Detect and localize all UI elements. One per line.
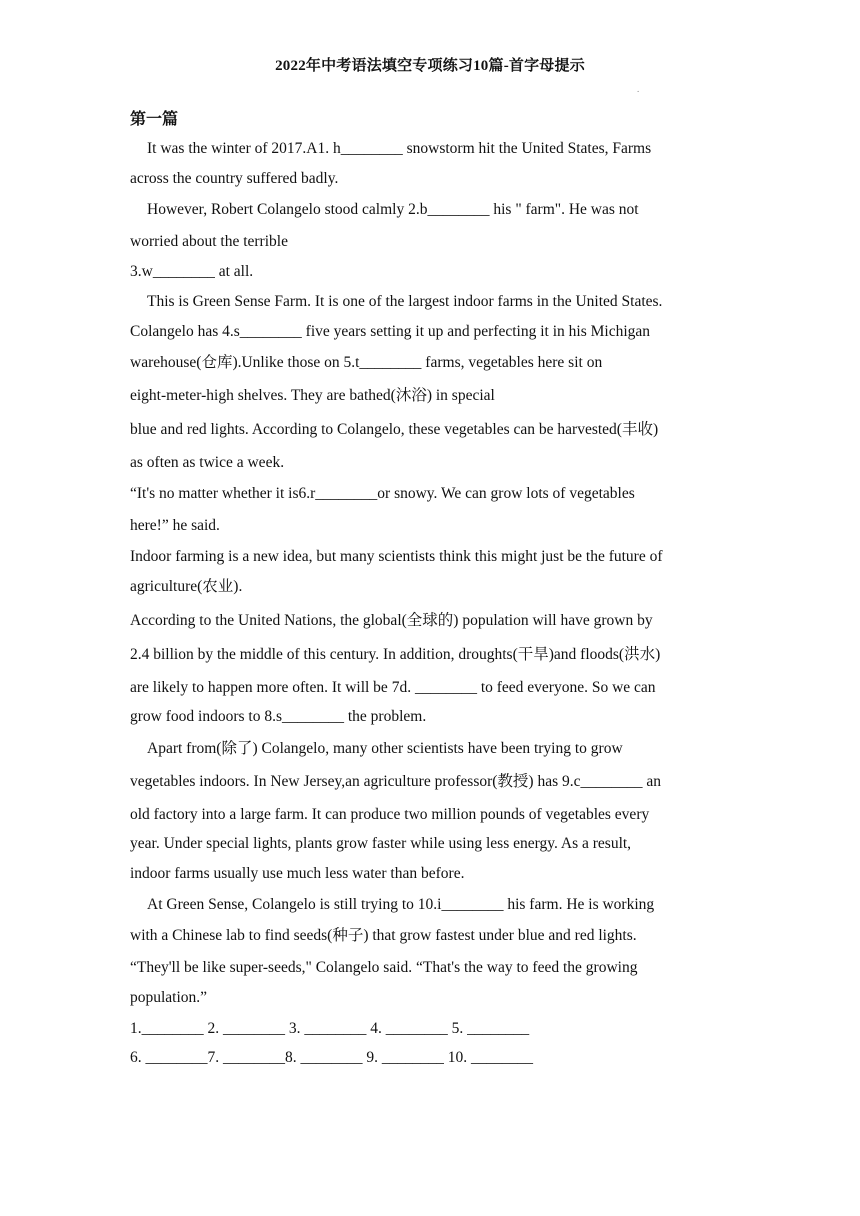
passage-line: warehouse(仓库).Unlike those on 5.t________ farms, vegetables here sit on: [130, 354, 603, 371]
passage-line: here!” he said.: [130, 517, 220, 534]
passage-line: with a Chinese lab to find seeds(种子) that grow fastest under blue and red lights.: [130, 927, 637, 944]
passage-line: worried about the terrible: [130, 233, 288, 250]
passage-line: old factory into a large farm. It can produce two million pounds of vegetables every: [130, 806, 650, 823]
passage-line: “It's no matter whether it is6.r________or snowy. We can grow lots of vegetables: [130, 485, 635, 502]
passage-line: population.”: [130, 989, 208, 1006]
passage-line: as often as twice a week.: [130, 454, 285, 471]
answer-row-1: 1.________ 2. ________ 3. ________ 4. ________ 5. ________: [130, 1020, 530, 1037]
passage-line: blue and red lights. According to Colangelo, these vegetables can be harvested(丰收): [130, 421, 659, 438]
decorative-dot: .: [637, 84, 640, 94]
page-title: 2022年中考语法填空专项练习10篇-首字母提示: [275, 58, 585, 74]
passage-line: 2.4 billion by the middle of this century. In addition, droughts(干旱)and floods(洪水): [130, 646, 661, 663]
section-title: 第一篇: [130, 111, 179, 128]
passage-line: are likely to happen more often. It will be 7d. ________ to feed everyone. So we can: [130, 679, 656, 696]
passage-line: year. Under special lights, plants grow faster while using less energy. As a result,: [130, 835, 632, 852]
passage-line: According to the United Nations, the global(全球的) population will have grown by: [130, 612, 653, 629]
passage-line: indoor farms usually use much less water than before.: [130, 865, 465, 882]
passage-line: However, Robert Colangelo stood calmly 2.b________ his " farm". He was not: [147, 201, 639, 218]
passage-line: Apart from(除了) Colangelo, many other scientists have been trying to grow: [147, 740, 623, 757]
passage-line: This is Green Sense Farm. It is one of the largest indoor farms in the United States.: [147, 293, 663, 310]
passage-line: At Green Sense, Colangelo is still trying to 10.i________ his farm. He is working: [147, 896, 655, 913]
passage-line: Indoor farming is a new idea, but many scientists think this might just be the future of: [130, 548, 663, 565]
passage-line: “They'll be like super-seeds," Colangelo said. “That's the way to feed the growing: [130, 959, 638, 976]
answer-row-2: 6. ________7. ________8. ________ 9. ________ 10. ________: [130, 1049, 533, 1066]
passage-line: vegetables indoors. In New Jersey,an agriculture professor(教授) has 9.c________ an: [130, 773, 662, 790]
passage-line: 3.w________ at all.: [130, 263, 254, 280]
passage-line: across the country suffered badly.: [130, 170, 339, 187]
passage-line: agriculture(农业).: [130, 578, 243, 595]
passage-line: eight-meter-high shelves. They are bathed(沐浴) in special: [130, 387, 495, 404]
passage-line: Colangelo has 4.s________ five years setting it up and perfecting it in his Michigan: [130, 323, 651, 340]
passage-line: grow food indoors to 8.s________ the problem.: [130, 708, 427, 725]
passage-line: It was the winter of 2017.A1. h________ snowstorm hit the United States, Farms: [147, 140, 652, 157]
